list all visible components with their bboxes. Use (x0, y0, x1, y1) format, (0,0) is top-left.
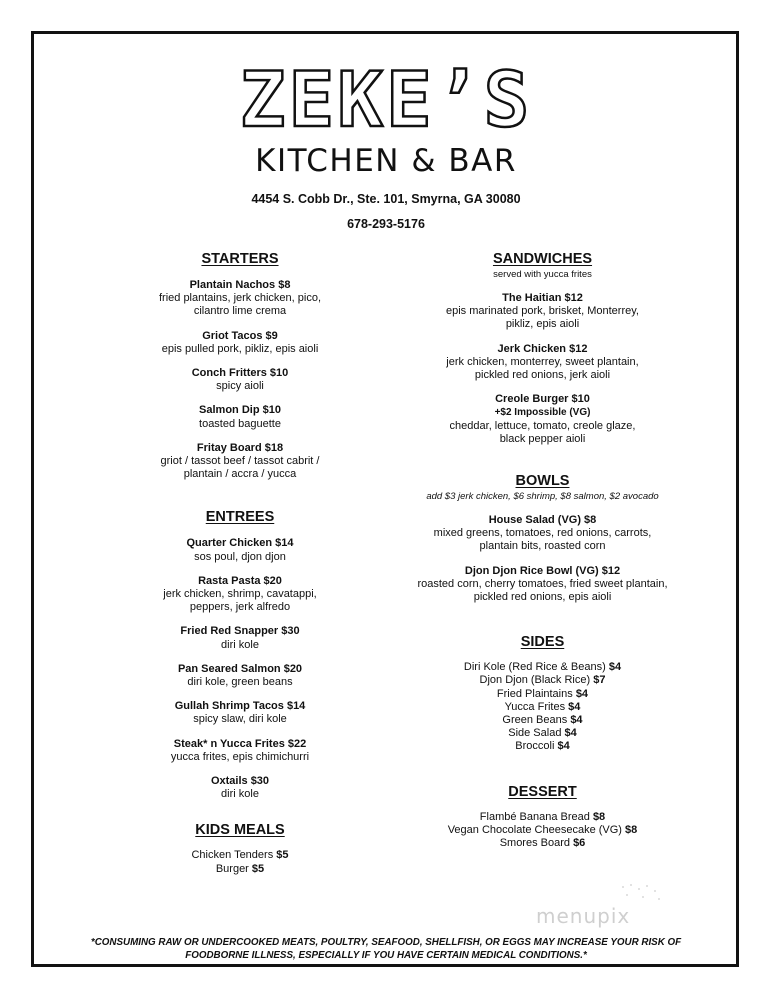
menu-item (390, 514, 695, 554)
menu-item-description: cilantro lime crema (193, 305, 287, 318)
menu-item-description: jerk chicken, monterrey, sweet plantain, (446, 355, 639, 368)
menu-item-name: Gullah Shrimp Tacos $14 (174, 700, 306, 713)
menu-list-label: Vegan Chocolate Cheesecake (VG) (447, 823, 622, 836)
menu-list-price: $5 (251, 862, 265, 875)
entrees-list (130, 537, 350, 801)
menu-item-description: mixed greens, tomatoes, red onions, carrots, (433, 527, 652, 540)
menu-list-row (390, 727, 695, 740)
dessert-list (390, 811, 695, 851)
menu-list-row (130, 849, 350, 862)
menu-item-description: cheddar, lettuce, tomato, creole glaze, (449, 419, 636, 432)
menu-item-name: Quarter Chicken $14 (186, 537, 294, 550)
food-safety-disclaimer (90, 936, 682, 962)
sandwiches-list (390, 292, 695, 446)
menu-list-row (390, 701, 695, 714)
menu-item-description: roasted corn, cherry tomatoes, fried sweet plantain, (417, 577, 668, 590)
menu-item-name: Salmon Dip $10 (199, 404, 281, 417)
menu-item-description: griot / tassot beef / tassot cabrit / (160, 455, 320, 468)
menu-list-label: Fried Plaintains (496, 687, 573, 700)
menu-item (390, 343, 695, 383)
restaurant-phone: 678-293-5176 (347, 217, 425, 231)
menu-item-name: Rasta Pasta $20 (198, 574, 282, 587)
watermark-logo: menupix (536, 904, 631, 928)
bowls-note: add $3 jerk chicken, $6 shrimp, $8 salmon, $2 avocado (426, 491, 659, 503)
menu-item-name: Creole Burger $10 (495, 393, 590, 406)
menu-item-description: epis marinated pork, brisket, Monterrey, (446, 305, 639, 318)
menu-item-description: pikliz, epis aioli (505, 318, 580, 331)
menu-item-name: Fried Red Snapper $30 (180, 625, 300, 638)
restaurant-address: 4454 S. Cobb Dr., Ste. 101, Smyrna, GA 30080 (251, 192, 521, 206)
sides-section (390, 633, 695, 753)
menu-list-row (390, 824, 695, 837)
menu-list-price: $4 (564, 727, 577, 740)
menu-item (130, 537, 350, 563)
watermark-dots (620, 882, 664, 902)
menu-list-price: $4 (557, 740, 570, 753)
menu-item-description: jerk chicken, shrimp, cavatappi, (163, 588, 317, 601)
menu-item-description: pickled red onions, jerk aioli (474, 369, 611, 382)
kids-meals-list (130, 849, 350, 875)
menu-item (130, 279, 350, 319)
disclaimer-line-2: FOODBORNE ILLNESS, ESPECIALLY IF YOU HAVE CERTAIN MEDICAL CONDITIONS.* (185, 950, 587, 961)
menu-list-row (130, 863, 350, 876)
menu-list-price: $4 (568, 700, 581, 713)
menu-item (130, 330, 350, 356)
menu-item-name: Oxtails $30 (210, 775, 270, 788)
restaurant-logo-subtitle: KITCHEN & BAR (255, 143, 517, 179)
menu-item (390, 565, 695, 605)
menu-list-label: Yucca Frites (504, 700, 566, 713)
menu-item (390, 393, 695, 446)
menu-list-label: Side Salad (508, 727, 562, 740)
menu-list-label: Smores Board (499, 837, 570, 850)
menu-left-column (130, 250, 350, 876)
menu-list-row (390, 661, 695, 674)
kids-meals-section (130, 821, 350, 875)
menu-list-price: $4 (570, 714, 583, 727)
restaurant-logo-title: ZEKE’S (239, 55, 533, 144)
menu-list-row (390, 740, 695, 753)
menu-item-description: diri kole (221, 638, 259, 651)
menu-item-name: Djon Djon Rice Bowl (VG) $12 (464, 564, 621, 577)
starters-title: STARTERS (201, 251, 279, 267)
menu-item-description: yucca frites, epis chimichurri (170, 750, 310, 763)
bowls-section (390, 472, 695, 604)
menu-list-label: Green Beans (502, 714, 568, 727)
menu-item (390, 292, 695, 332)
dessert-title: DESSERT (508, 783, 577, 800)
menu-list-row (390, 674, 695, 687)
bowls-title: BOWLS (515, 473, 570, 490)
disclaimer-line-1: *CONSUMING RAW OR UNDERCOOKED MEATS, POULTRY, SEAFOOD, SHELLFISH, OR EGGS MAY INCREASE YOUR RISK OF (90, 937, 682, 948)
menu-right-column (390, 250, 695, 850)
menu-list-row (390, 811, 695, 824)
menu-item-description: plantain bits, roasted corn (479, 540, 606, 553)
menu-item-description: plantain / accra / yucca (183, 468, 297, 481)
menu-item-name: Conch Fritters $10 (191, 367, 289, 380)
sides-title: SIDES (520, 634, 565, 651)
menu-item (130, 700, 350, 726)
menu-item-name: Pan Seared Salmon $20 (177, 662, 303, 675)
menu-item-name: Steak* n Yucca Frites $22 (173, 737, 307, 750)
menu-item-name: Plantain Nachos $8 (189, 279, 291, 291)
bowls-list (390, 514, 695, 604)
menu-item-name: Griot Tacos $9 (202, 329, 278, 342)
menu-list-row (390, 688, 695, 701)
menu-list-price: $4 (575, 687, 589, 700)
sides-list (390, 661, 695, 753)
menu-item (130, 442, 350, 482)
menu-item-description: peppers, jerk alfredo (189, 601, 291, 614)
menu-list-label: Diri Kole (Red Rice & Beans) (463, 661, 606, 674)
entrees-title: ENTREES (205, 509, 275, 526)
menu-item-description: spicy aioli (216, 380, 264, 393)
menu-item-description: fried plantains, jerk chicken, pico, (158, 292, 322, 305)
menu-item-name: Fritay Board $18 (196, 441, 284, 454)
menu-item (130, 625, 350, 651)
sandwiches-section (390, 250, 695, 446)
menu-item-name: The Haitian $12 (502, 292, 583, 304)
menu-list-price: $6 (573, 837, 586, 850)
entrees-section (130, 508, 350, 801)
menu-item-description: spicy slaw, diri kole (193, 713, 287, 726)
menu-list-row (390, 837, 695, 850)
menu-item (130, 404, 350, 430)
menu-list-label: Chicken Tenders (191, 849, 274, 862)
menu-list-price: $7 (593, 674, 606, 687)
menu-item-description: epis pulled pork, pikliz, epis aioli (161, 342, 319, 355)
menu-item (130, 738, 350, 764)
kids-meals-title: KIDS MEALS (195, 822, 285, 839)
menu-item (130, 775, 350, 801)
menu-item-description: sos poul, djon djon (194, 550, 286, 563)
menu-item-description: diri kole, green beans (187, 676, 293, 689)
menu-list-label: Djon Djon (Black Rice) (479, 674, 591, 687)
menu-item (130, 575, 350, 615)
menu-item (130, 367, 350, 393)
menu-list-price: $4 (608, 661, 622, 674)
menu-item (130, 663, 350, 689)
menu-list-label: Broccoli (515, 740, 555, 753)
menu-item-description: black pepper aioli (499, 432, 586, 445)
menu-item-description: diri kole (221, 788, 259, 801)
menu-item-name: Jerk Chicken $12 (497, 342, 588, 355)
dessert-section (390, 783, 695, 851)
menu-list-price: $5 (276, 849, 289, 862)
menu-item-name: House Salad (VG) $8 (488, 514, 597, 527)
menu-item-option: +$2 Impossible (VG) (494, 407, 591, 419)
starters-list (130, 279, 350, 481)
menu-list-price: $8 (625, 823, 638, 836)
starters-section (130, 250, 350, 481)
menu-list-label: Flambé Banana Bread (479, 810, 590, 823)
menu-list-price: $8 (592, 810, 606, 823)
menu-item-description: toasted baguette (199, 417, 281, 430)
menu-list-label: Burger (215, 862, 249, 875)
menu-item-description: pickled red onions, epis aioli (473, 591, 612, 604)
sandwiches-title: SANDWICHES (492, 251, 593, 267)
menu-list-row (390, 714, 695, 727)
sandwiches-note: served with yucca frites (493, 269, 592, 280)
